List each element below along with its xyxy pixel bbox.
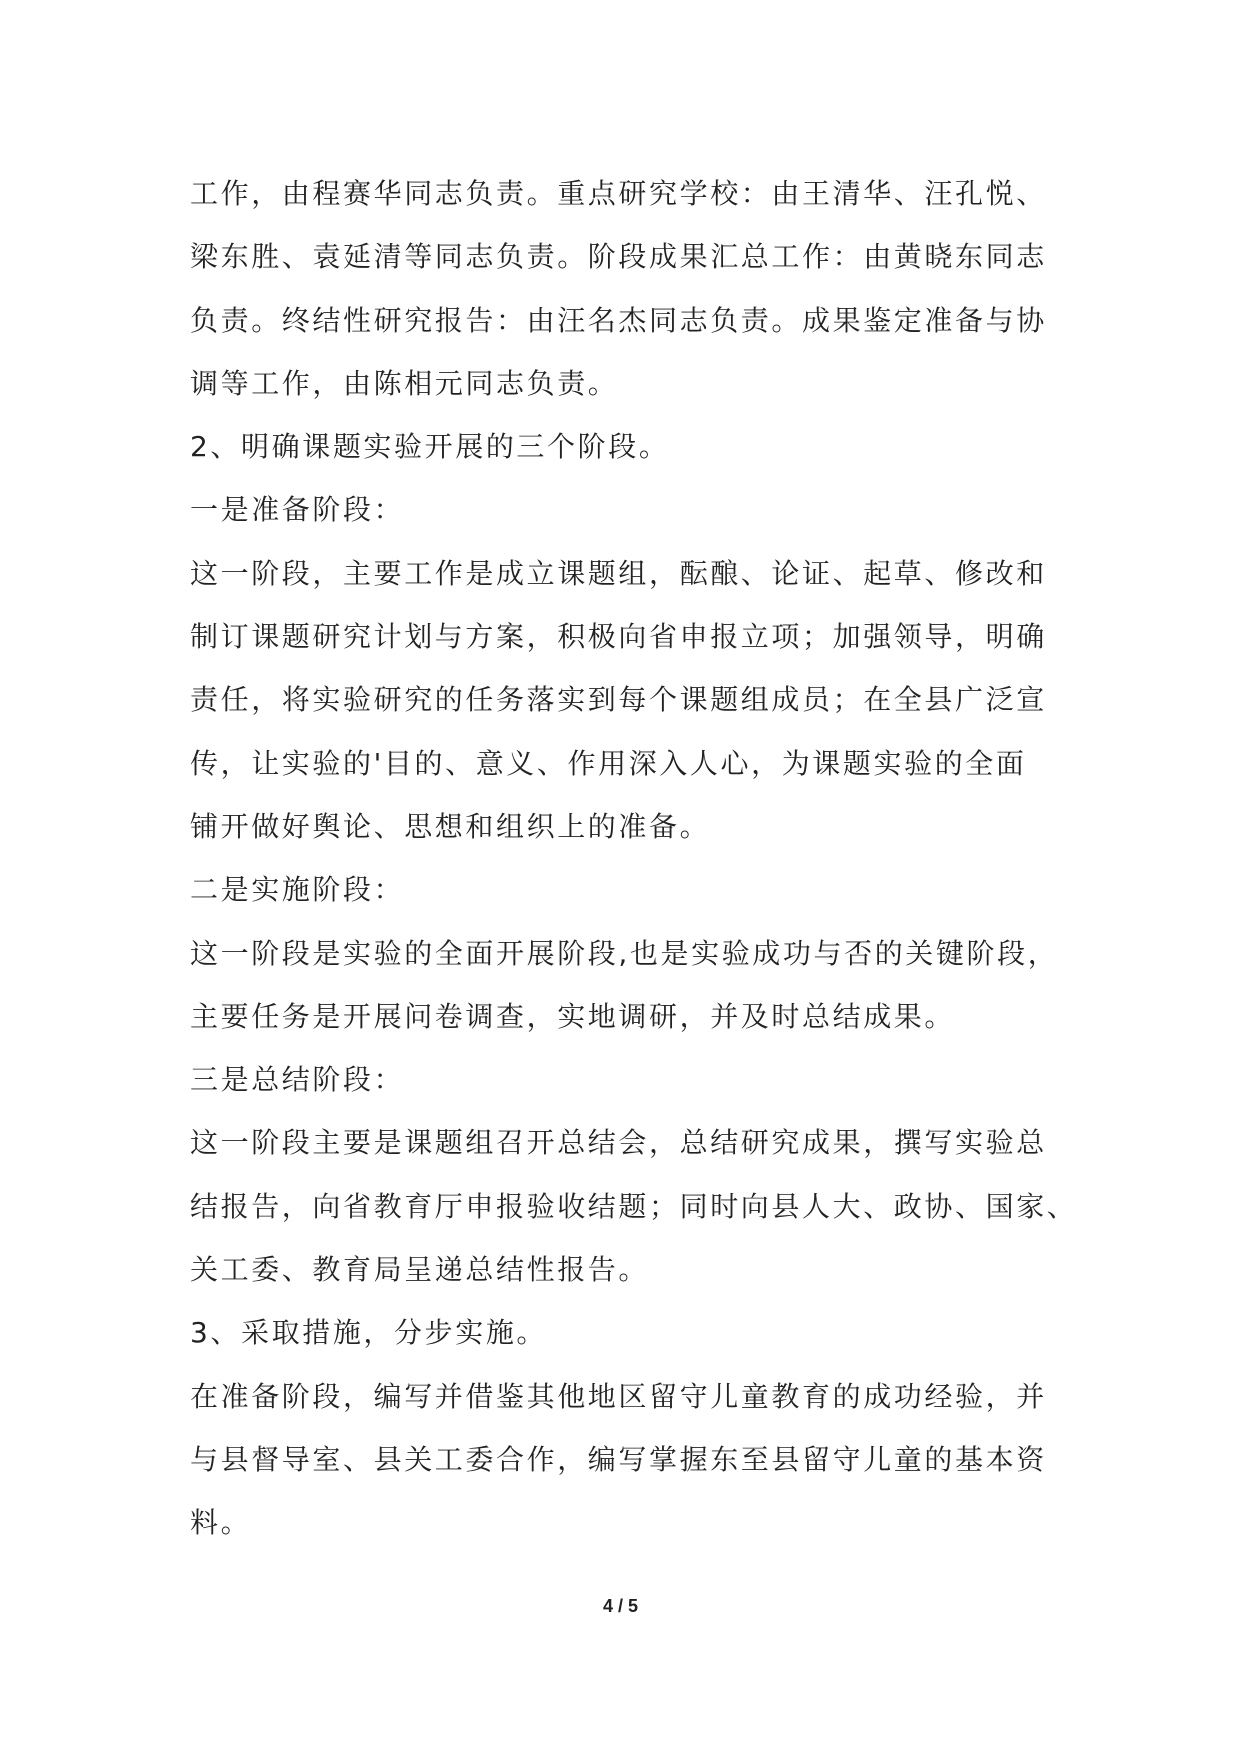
- section-heading: 3、采取措施，分步实施。: [190, 1316, 548, 1350]
- text-line: 负责。终结性研究报告：由汪名杰同志负责。成果鉴定准备与协: [190, 303, 1047, 337]
- text-line: 与县督导室、县关工委合作，编写掌握东至县留守儿童的基本资: [190, 1442, 1047, 1476]
- page-number: 4 / 5: [602, 1596, 639, 1616]
- document-body: [190, 162, 1078, 1555]
- section-heading: 2、明确课题实验开展的三个阶段。: [190, 430, 670, 464]
- text-line: 传，让实验的'目的、意义、作用深入人心，为课题实验的全面: [190, 746, 1027, 780]
- text-line: 责任，将实验研究的任务落实到每个课题组成员；在全县广泛宣: [190, 683, 1047, 717]
- stage-heading: 二是实施阶段：: [190, 873, 405, 907]
- text-line: 制订课题研究计划与方案，积极向省申报立项；加强领导，明确: [190, 620, 1047, 654]
- text-line: 工作，由程赛华同志负责。重点研究学校：由王清华、汪孔悦、: [190, 177, 1047, 210]
- text-line: 梁东胜、袁延清等同志负责。阶段成果汇总工作：由黄晓东同志: [190, 240, 1047, 274]
- stage-heading: 三是总结阶段：: [190, 1063, 405, 1097]
- text-line: 这一阶段主要是课题组召开总结会，总结研究成果，撰写实验总: [190, 1126, 1047, 1160]
- stage-heading: 一是准备阶段：: [190, 493, 405, 527]
- text-line: 铺开做好舆论、思想和组织上的准备。: [190, 809, 711, 843]
- text-line: 这一阶段是实验的全面开展阶段,也是实验成功与否的关键阶段，: [190, 936, 1059, 970]
- text-line: 料。: [190, 1506, 252, 1540]
- text-line: 关工委、教育局呈递总结性报告。: [190, 1253, 650, 1287]
- text-line: 结报告，向省教育厅申报验收结题；同时向县人大、政协、国家、: [190, 1189, 1078, 1223]
- text-line: 在准备阶段，编写并借鉴其他地区留守儿童教育的成功经验，并: [190, 1379, 1047, 1413]
- text-line: 这一阶段，主要工作是成立课题组，酝酿、论证、起草、修改和: [190, 556, 1047, 590]
- text-line: 调等工作，由陈相元同志负责。: [190, 366, 619, 400]
- text-line: 主要任务是开展问卷调查，实地调研，并及时总结成果。: [190, 999, 956, 1033]
